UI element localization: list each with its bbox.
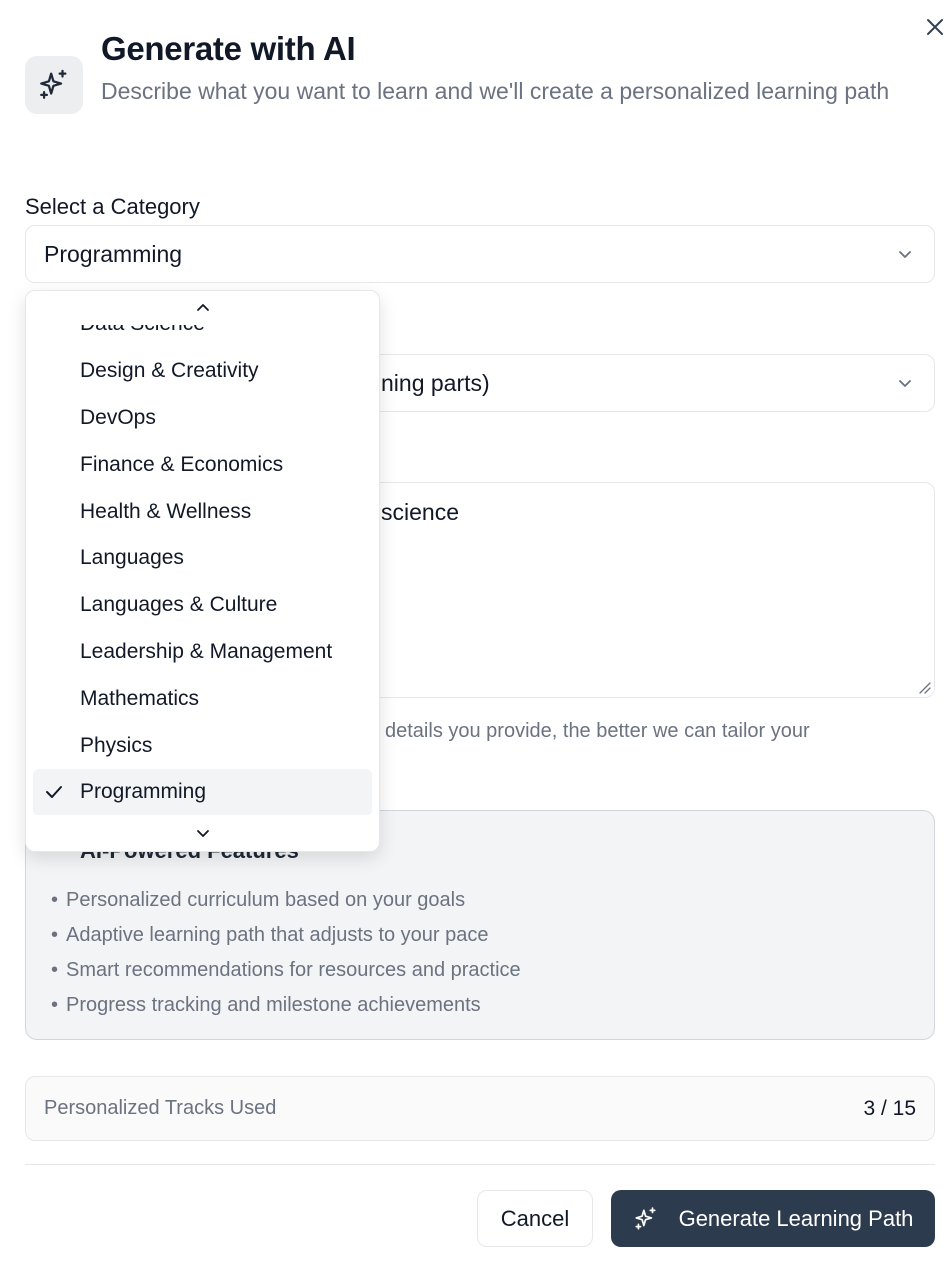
scroll-up-button[interactable] bbox=[26, 291, 379, 325]
sparkles-icon bbox=[633, 1206, 659, 1232]
chevron-up-icon bbox=[194, 299, 212, 317]
option-label: Programming bbox=[80, 780, 207, 804]
option-health-wellness[interactable]: Health & Wellness bbox=[80, 499, 252, 523]
close-button[interactable] bbox=[920, 12, 950, 42]
category-dropdown[interactable] bbox=[25, 290, 380, 852]
option-languages-culture[interactable]: Languages & Culture bbox=[80, 593, 278, 617]
option-physics[interactable]: Physics bbox=[80, 733, 153, 757]
resize-handle-icon[interactable] bbox=[916, 679, 932, 695]
chevron-down-icon bbox=[194, 824, 212, 842]
cancel-button[interactable]: Cancel bbox=[477, 1190, 593, 1247]
chevron-down-icon bbox=[896, 374, 914, 392]
footer-divider bbox=[25, 1164, 935, 1165]
list-item: • Smart recommendations for resources and practice bbox=[51, 953, 521, 988]
option-mathematics[interactable]: Mathematics bbox=[80, 686, 200, 710]
close-icon bbox=[925, 17, 945, 37]
usage-label: Personalized Tracks Used bbox=[44, 1097, 277, 1119]
list-item: • Progress tracking and milestone achievements bbox=[51, 988, 521, 1023]
features-list bbox=[51, 883, 521, 1023]
chevron-down-icon bbox=[896, 245, 914, 263]
option-programming[interactable] bbox=[33, 769, 372, 816]
category-label: Select a Category bbox=[25, 194, 200, 219]
option-finance-economics[interactable]: Finance & Economics bbox=[80, 452, 284, 476]
scroll-down-button[interactable] bbox=[26, 815, 379, 851]
usage-count: 3 / 15 bbox=[863, 1096, 916, 1120]
list-item: • Personalized curriculum based on your goals bbox=[51, 883, 521, 918]
sparkles-icon bbox=[37, 68, 71, 102]
level-selected-value: ning parts) bbox=[381, 369, 490, 396]
category-select[interactable] bbox=[25, 225, 935, 283]
description-value: science bbox=[381, 499, 459, 525]
header-icon-container bbox=[25, 56, 83, 114]
list-item: • Adaptive learning path that adjusts to your pace bbox=[51, 918, 521, 953]
category-selected-value: Programming bbox=[44, 240, 183, 267]
option-devops[interactable]: DevOps bbox=[80, 405, 156, 429]
option-design-creativity[interactable]: Design & Creativity bbox=[80, 359, 259, 383]
option-languages[interactable]: Languages bbox=[80, 546, 184, 570]
generate-button[interactable] bbox=[611, 1190, 935, 1247]
dialog-title: Generate with AI bbox=[101, 30, 356, 67]
option-leadership-management[interactable]: Leadership & Management bbox=[80, 639, 333, 663]
generate-button-label: Generate Learning Path bbox=[678, 1205, 914, 1231]
check-icon bbox=[44, 782, 64, 802]
dialog-subtitle: Describe what you want to learn and we'll create a personalized learning path bbox=[101, 78, 890, 104]
usage-card bbox=[25, 1076, 935, 1141]
dropdown-options bbox=[26, 301, 379, 816]
